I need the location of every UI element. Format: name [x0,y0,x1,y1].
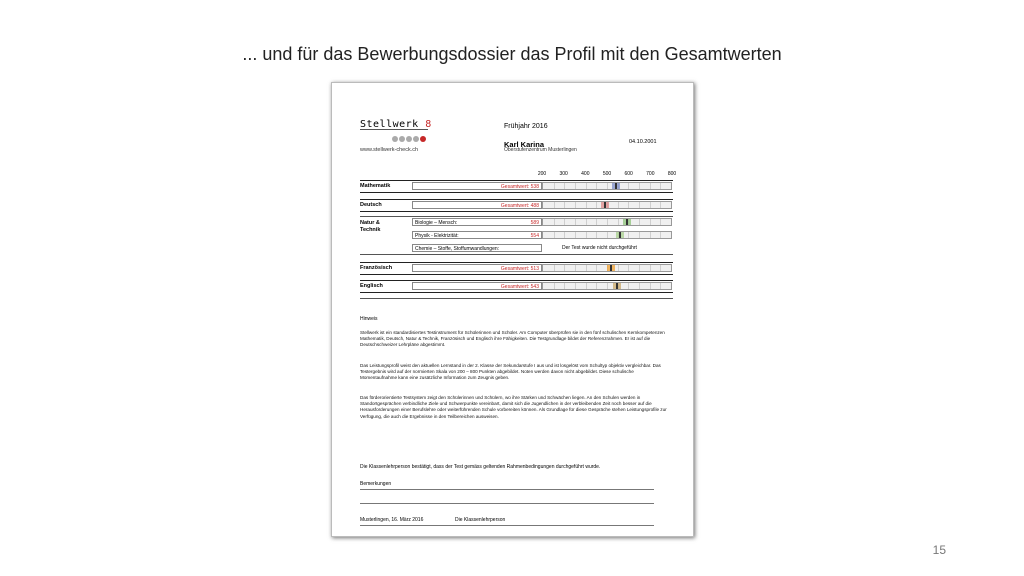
confirmation-text: Die Klassenlehrperson bestätigt, dass der Test gemäss geltenden Rahmenbedingungen durchgeführt wurde. [360,464,601,470]
englisch-total: Gesamtwert: 543 [412,282,542,290]
profile-bottom-line [360,298,673,299]
signature-line [360,525,654,526]
website: www.stellwerk-check.ch [360,147,419,153]
subject-natur-line2: Technik [360,227,381,233]
chemie-label: Chemie – Stoffe, Stoffumwandlungen: [412,244,542,252]
remarks-line-2 [360,503,654,504]
deutsch-total: Gesamtwert: 488 [412,201,542,209]
subject-mathematik: Mathematik [360,183,391,189]
place-date: Musterlingen, 16. März 2016 [360,517,424,523]
subject-franzoesisch: Französisch [360,265,393,271]
scale-tick-200: 200 [537,171,547,177]
scale-tick-600: 600 [624,171,633,177]
biologie-label: Biologie – Mensch: 589 [412,218,542,226]
scale-tick-400: 400 [581,171,590,177]
scale-tick-700: 700 [646,171,655,177]
physik-bar [542,231,672,239]
natur-top-line [360,216,673,217]
paragraph-2: Das Leistungsprofil weist den aktuellen Lernstand in der 2. Klasse der Sekundarstufe I aus und ist losgelöst vom Schultyp objektiv vergleichbar. Das Testergebnis wird auf der normierten Skala von 200 – 800 Punkten abgebildet. Noten werden davon nicht abgebildet. Diese schulische Momentaufnahme kann eine zusätzliche Information zum Zeugnis geben. [360,363,661,381]
score-marker [610,265,612,271]
logo-number: 8 [425,119,432,130]
hint-title: Hinweis [360,316,378,322]
logo-text: Stellwerk [360,119,419,130]
scale-tick-500: 500 [602,171,612,177]
birthdate: 04.10.2001 [629,139,657,145]
franzoesisch-bar [542,264,672,272]
report-document [331,82,694,537]
subject-deutsch: Deutsch [360,202,382,208]
scale-tick-300: 300 [559,171,568,177]
score-marker [615,183,617,189]
score-marker [619,232,621,238]
slide-title: ... und für das Bewerbungsdossier das Profil mit den Gesamtwerten [242,44,782,64]
subject-natur-line1: Natur & [360,220,380,226]
remarks-line [360,489,654,490]
score-marker [626,219,628,225]
logo-dots-icon [392,129,427,147]
score-marker [616,283,618,289]
scale-tick-800: 800 [667,171,677,177]
teacher-label: Die Klassenlehrperson [455,517,506,523]
franzoesisch-total: Gesamtwert: 513 [412,264,542,272]
deutsch-bar [542,201,672,209]
mathematik-bar [542,182,672,190]
mathematik-total: Gesamtwert: 538 [412,182,542,190]
page-number: 15 [932,543,946,557]
season: Frühjahr 2016 [504,123,548,130]
score-marker [604,202,606,208]
school-name: Oberstufenzentrum Musterlingen [504,147,577,153]
remarks-label: Bemerkungen [360,481,392,487]
chemie-not-done: Der Test wurde nicht durchgeführt [562,245,637,251]
paragraph-1: Stellwerk ist ein standardisiertes Testinstrument für Schülerinnen und Schüler. Am Computer überprüfen sie in den fünf schulischen Kernkompetenzen Mathematik, Deutsch, Natur & Technik, Französisch und Englisch ihre Fähigkeiten. Die Testgrundlage bildet der Referenzrahmen. Er ist auf die Deutschschweizer Lehrpläne abgestimmt. [360,330,665,348]
englisch-bar [542,282,672,290]
subject-englisch: Englisch [360,283,383,289]
physik-label: Physik - Elektrizität: 554 [412,231,542,239]
paragraph-3: Das förderorientierte Testsystem zeigt den Schülerinnen und Schülern, wo ihre Stärken und Schwächen liegen. An den Schulen werden in Standortgesprächen verbindliche Ziele und Schwerpunkte vereinbart, damit sich die Jugendlichen in der verbleibenden Zeit noch besser auf die Herausforderungen einer Berufslehre oder weiterführenden Schule vorbereiten können. Als Grundlage für diese Gespräche stehen Leistungsprofile zur Verfügung, die auch die Ergebnisse in den Teilbereichen ausweisen. [360,395,667,419]
student-name: Karl Karina [504,140,545,149]
biologie-bar [542,218,672,226]
natur-bottom-line [360,254,673,255]
